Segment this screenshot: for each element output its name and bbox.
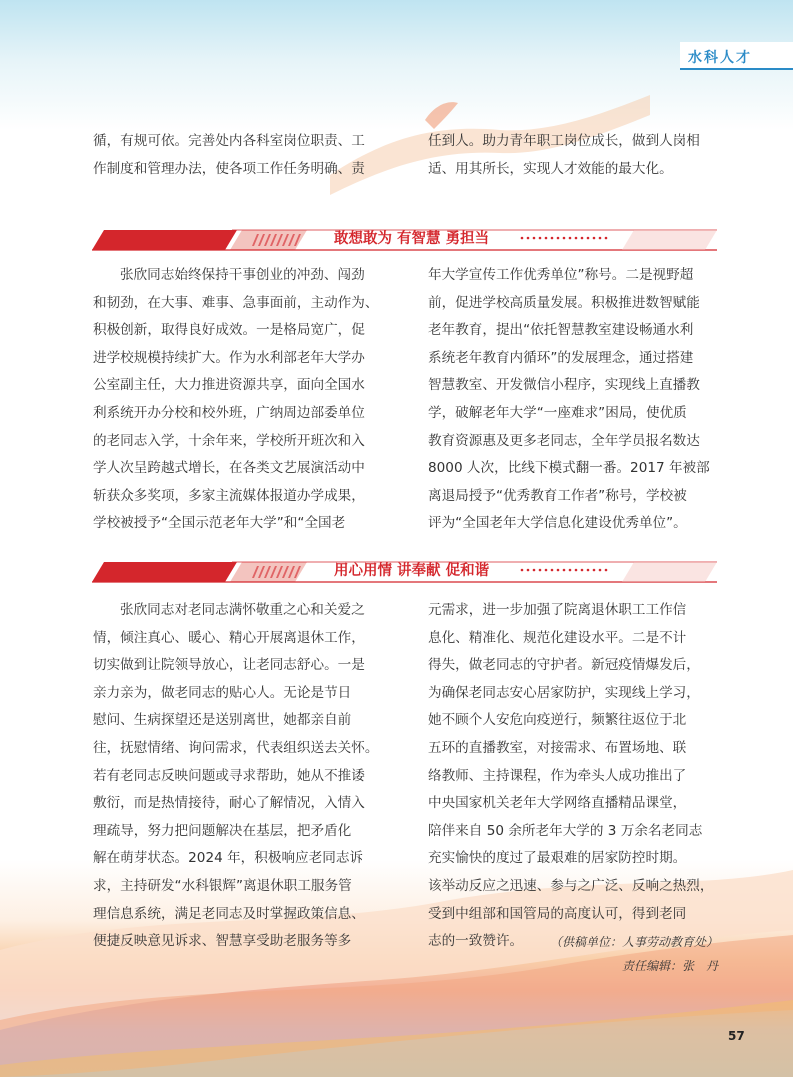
section1-right-column <box>428 262 718 538</box>
text-line: 络教师、主持课程，作为牵头人成功推出了 <box>428 767 687 784</box>
text-line: 该举动反应之迅速、参与之广泛、反响之热烈， <box>428 877 714 894</box>
text-line: 积极创新，取得良好成效。一是格局宽广，促 <box>93 322 365 339</box>
text-line: 陪伴来自 50 余所老年大学的 3 万余名老同志 <box>428 822 703 839</box>
text-line: 为确保老同志安心居家防护，实现线上学习， <box>428 684 700 701</box>
text-line: 的老同志入学，十余年来，学校所开班次和入 <box>93 432 365 449</box>
text-line: 教育资源惠及更多老同志，全年学员报名数达 <box>428 432 700 449</box>
text-line: 受到中组部和国管局的高度认可，得到老同 <box>428 905 687 922</box>
text-line: 斩获众多奖项，多家主流媒体报道办学成果， <box>93 487 365 504</box>
text-line: 求，主持研发“水科银辉”离退休职工服务管 <box>93 877 352 894</box>
text-line: 敷衍，而是热情接待，耐心了解情况，入情入 <box>93 795 365 812</box>
text-line: 她不顾个人安危向疫逆行，频繁往返位于北 <box>428 712 687 729</box>
section2-right-column <box>428 597 718 956</box>
text-line: 老年教育，提出“依托智慧教室建设畅通水利 <box>428 322 694 339</box>
text-line: 评为“全国老年大学信息化建设优秀单位”。 <box>428 515 687 532</box>
text-line: 中央国家机关老年大学网络直播精品课堂， <box>428 795 687 812</box>
section-title-1: 敢想敢为 有智慧 勇担当 <box>334 231 490 247</box>
section1-left-column <box>93 262 388 538</box>
intro-left-column <box>93 128 388 183</box>
text-line: 适、用其所长，实现人才效能的最大化。 <box>428 160 673 177</box>
intro-right-column <box>428 128 718 183</box>
source-credit: （供稿单位：人事劳动教育处） <box>549 935 718 949</box>
text-line: 若有老同志反映问题或寻求帮助，她从不推诿 <box>93 767 365 784</box>
text-line: 前，促进学校高质量发展。积极推进数智赋能 <box>428 294 700 311</box>
text-line: 亲力亲为，做老同志的贴心人。无论是节日 <box>93 684 352 701</box>
section-heading-2 <box>92 554 717 584</box>
text-line: 年大学宣传工作优秀单位”称号。二是视野超 <box>428 267 694 283</box>
text-line: 理信息系统，满足老同志及时掌握政策信息、 <box>93 905 365 922</box>
text-line: 利系统开办分校和校外班，广纳周边部委单位 <box>93 404 365 421</box>
text-line: 8000 人次，比线下模式翻一番。2017 年被部 <box>428 460 710 477</box>
text-line: 循，有规可依。完善处内各科室岗位职责、工 <box>93 133 365 149</box>
text-line: 慰问、生病探望还是送别离世，她都亲自前 <box>93 712 352 729</box>
text-line: 学人次呈跨越式增长，在各类文艺展演活动中 <box>93 460 365 477</box>
section-tag <box>680 42 793 70</box>
text-line: 张欣同志始终保持干事创业的冲劲、闯劲 <box>120 267 365 283</box>
text-line: 切实做到让院领导放心，让老同志舒心。一是 <box>93 657 365 674</box>
text-line: 理疏导，努力把问题解决在基层，把矛盾化 <box>93 822 352 839</box>
section2-left-column <box>93 597 388 956</box>
text-line: 作制度和管理办法，使各项工作任务明确、责 <box>93 160 365 177</box>
editor-credit: 责任编辑：张 丹 <box>621 959 718 973</box>
section-heading-1 <box>92 222 717 252</box>
text-line: 便捷反映意见诉求、智慧享受助老服务等多 <box>93 933 352 950</box>
text-line: 学，破解老年大学“一座难求”困局，使优质 <box>428 404 687 421</box>
text-line: 解在萌芽状态。2024 年，积极响应老同志诉 <box>93 850 364 867</box>
text-line: 进学校规模持续扩大。作为水利部老年大学办 <box>93 349 365 366</box>
text-line: 和韧劲，在大事、难事、急事面前，主动作为、 <box>93 294 379 311</box>
text-line: 离退局授予“优秀教育工作者”称号，学校被 <box>428 487 687 504</box>
text-line: 充实愉快的度过了最艰难的居家防控时期。 <box>428 850 687 867</box>
text-line: 情，倾注真心、暖心、精心开展离退休工作， <box>93 629 365 646</box>
page-number: 57 <box>728 1029 745 1043</box>
text-line: 任到人。助力青年职工岗位成长，做到人岗相 <box>428 133 700 149</box>
text-line: 往，抚慰情绪、询问需求，代表组织送去关怀。 <box>93 739 379 756</box>
text-line: 五环的直播教室，对接需求、布置场地、联 <box>428 739 687 756</box>
text-line: 智慧教室、开发微信小程序，实现线上直播教 <box>428 377 700 394</box>
text-line: 学校被授予“全国示范老年大学”和“全国老 <box>93 515 346 532</box>
section-tag-label: 水科人才 <box>688 50 752 66</box>
text-line: 公室副主任，大力推进资源共享，面向全国水 <box>93 377 365 394</box>
text-line: 元需求，进一步加强了院离退休职工工作信 <box>428 602 687 618</box>
text-line: 息化、精准化、规范化建设水平。二是不计 <box>428 629 687 646</box>
text-line: 志的一致赞许。 <box>428 933 524 950</box>
text-line: 得失，做老同志的守护者。新冠疫情爆发后， <box>428 657 700 674</box>
text-line: 系统老年教育内循环”的发展理念，通过搭建 <box>428 349 694 366</box>
text-line: 张欣同志对老同志满怀敬重之心和关爱之 <box>120 602 365 618</box>
section-title-2: 用心用情 讲奉献 促和谐 <box>334 563 490 579</box>
